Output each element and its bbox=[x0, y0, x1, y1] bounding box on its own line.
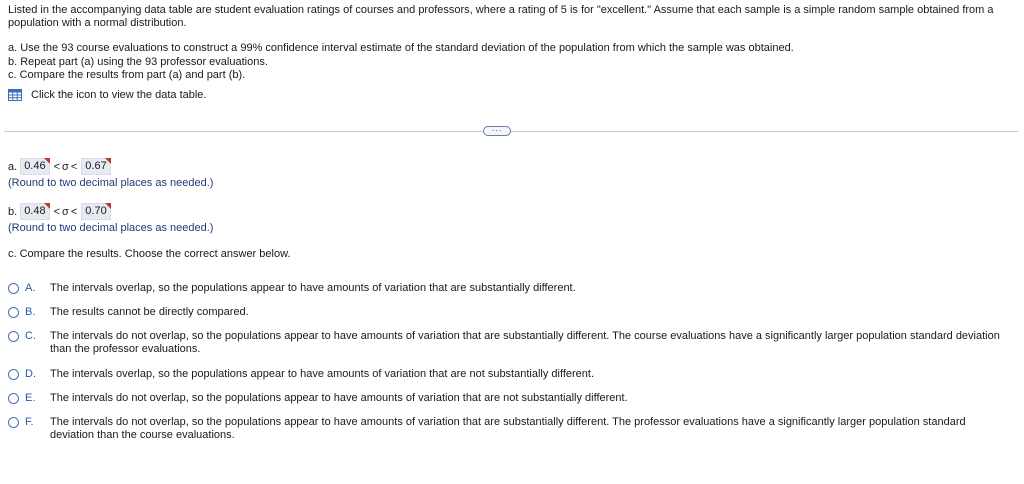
answer-b-hint: (Round to two decimal places as needed.) bbox=[8, 222, 214, 234]
less-than-symbol: < bbox=[53, 160, 61, 173]
choice-letter: B. bbox=[25, 306, 36, 318]
choice-text[interactable]: The results cannot be directly compared. bbox=[50, 306, 249, 318]
choice-letter: C. bbox=[25, 330, 36, 342]
incorrect-flag-icon bbox=[105, 158, 111, 164]
expand-button[interactable]: ··· bbox=[483, 126, 511, 136]
answer-a-hint: (Round to two decimal places as needed.) bbox=[8, 177, 214, 189]
sigma-symbol: σ bbox=[62, 160, 69, 173]
choice-d[interactable] bbox=[8, 368, 1008, 381]
radio-button-icon[interactable] bbox=[8, 331, 19, 342]
radio-button-icon[interactable] bbox=[8, 417, 19, 428]
choice-a[interactable] bbox=[8, 282, 1008, 295]
choice-text[interactable]: The intervals do not overlap, so the populations appear to have amounts of variation that are substantially different. The professor evaluations have a significantly larger population standard deviation than the course evaluations. bbox=[50, 416, 966, 441]
answer-b-row bbox=[8, 203, 114, 220]
sigma-symbol: σ bbox=[62, 205, 69, 218]
question-text bbox=[8, 4, 1013, 102]
question-parts bbox=[8, 42, 1013, 83]
choice-text[interactable]: The intervals do not overlap, so the populations appear to have amounts of variation that are not substantially different. bbox=[50, 392, 628, 404]
choice-letter: D. bbox=[25, 368, 36, 380]
answer-a-prefix: a. bbox=[8, 160, 18, 173]
radio-button-icon[interactable] bbox=[8, 283, 19, 294]
radio-button-icon[interactable] bbox=[8, 393, 19, 404]
choice-letter: F. bbox=[25, 416, 34, 428]
answer-b-prefix: b. bbox=[8, 205, 18, 218]
answer-a-upper-input[interactable]: 0.67 bbox=[81, 158, 110, 175]
answer-b-upper-input[interactable]: 0.70 bbox=[81, 203, 110, 220]
part-c-prompt: c. Compare the results. Choose the correct answer below. bbox=[8, 248, 291, 260]
radio-button-icon[interactable] bbox=[8, 307, 19, 318]
data-table-link-row bbox=[8, 89, 1013, 102]
section-divider bbox=[4, 131, 1018, 132]
choice-c[interactable] bbox=[8, 330, 1008, 356]
choice-text[interactable]: The intervals overlap, so the populations appear to have amounts of variation that are substantially different. bbox=[50, 282, 576, 294]
radio-button-icon[interactable] bbox=[8, 369, 19, 380]
choice-letter: A. bbox=[25, 282, 36, 294]
answer-a-lower-input[interactable]: 0.46 bbox=[20, 158, 49, 175]
grid-table-icon[interactable] bbox=[8, 89, 22, 101]
less-than-symbol: < bbox=[53, 205, 61, 218]
choice-b[interactable] bbox=[8, 306, 1008, 319]
less-than-symbol: < bbox=[70, 205, 78, 218]
data-table-link-text[interactable]: Click the icon to view the data table. bbox=[31, 88, 207, 101]
question-part-b: b. Repeat part (a) using the 93 professor evaluations. bbox=[8, 55, 268, 68]
choice-letter: E. bbox=[25, 392, 36, 404]
question-intro: Listed in the accompanying data table are student evaluation ratings of courses and professors, where a rating of 5 is for "excellent." Assume that each sample is a simple random sample obtained from a population with a normal distribution. bbox=[8, 4, 994, 29]
choice-f[interactable] bbox=[8, 416, 1008, 442]
question-part-c: c. Compare the results from part (a) and part (b). bbox=[8, 69, 246, 81]
choice-e[interactable] bbox=[8, 392, 1008, 405]
incorrect-flag-icon bbox=[44, 158, 50, 164]
answer-a-row bbox=[8, 158, 114, 175]
choice-text[interactable]: The intervals overlap, so the populations appear to have amounts of variation that are not substantially different. bbox=[50, 368, 595, 380]
choice-text[interactable]: The intervals do not overlap, so the populations appear to have amounts of variation that are substantially different. The course evaluations have a significantly larger population standard deviation than the professor evaluations. bbox=[50, 330, 1000, 355]
incorrect-flag-icon bbox=[44, 203, 50, 209]
incorrect-flag-icon bbox=[105, 203, 111, 209]
question-part-a: a. Use the 93 course evaluations to construct a 99% confidence interval estimate of the standard deviation of the population from which the sample was obtained. bbox=[8, 42, 794, 54]
answer-b-lower-input[interactable]: 0.48 bbox=[20, 203, 49, 220]
less-than-symbol: < bbox=[70, 160, 78, 173]
